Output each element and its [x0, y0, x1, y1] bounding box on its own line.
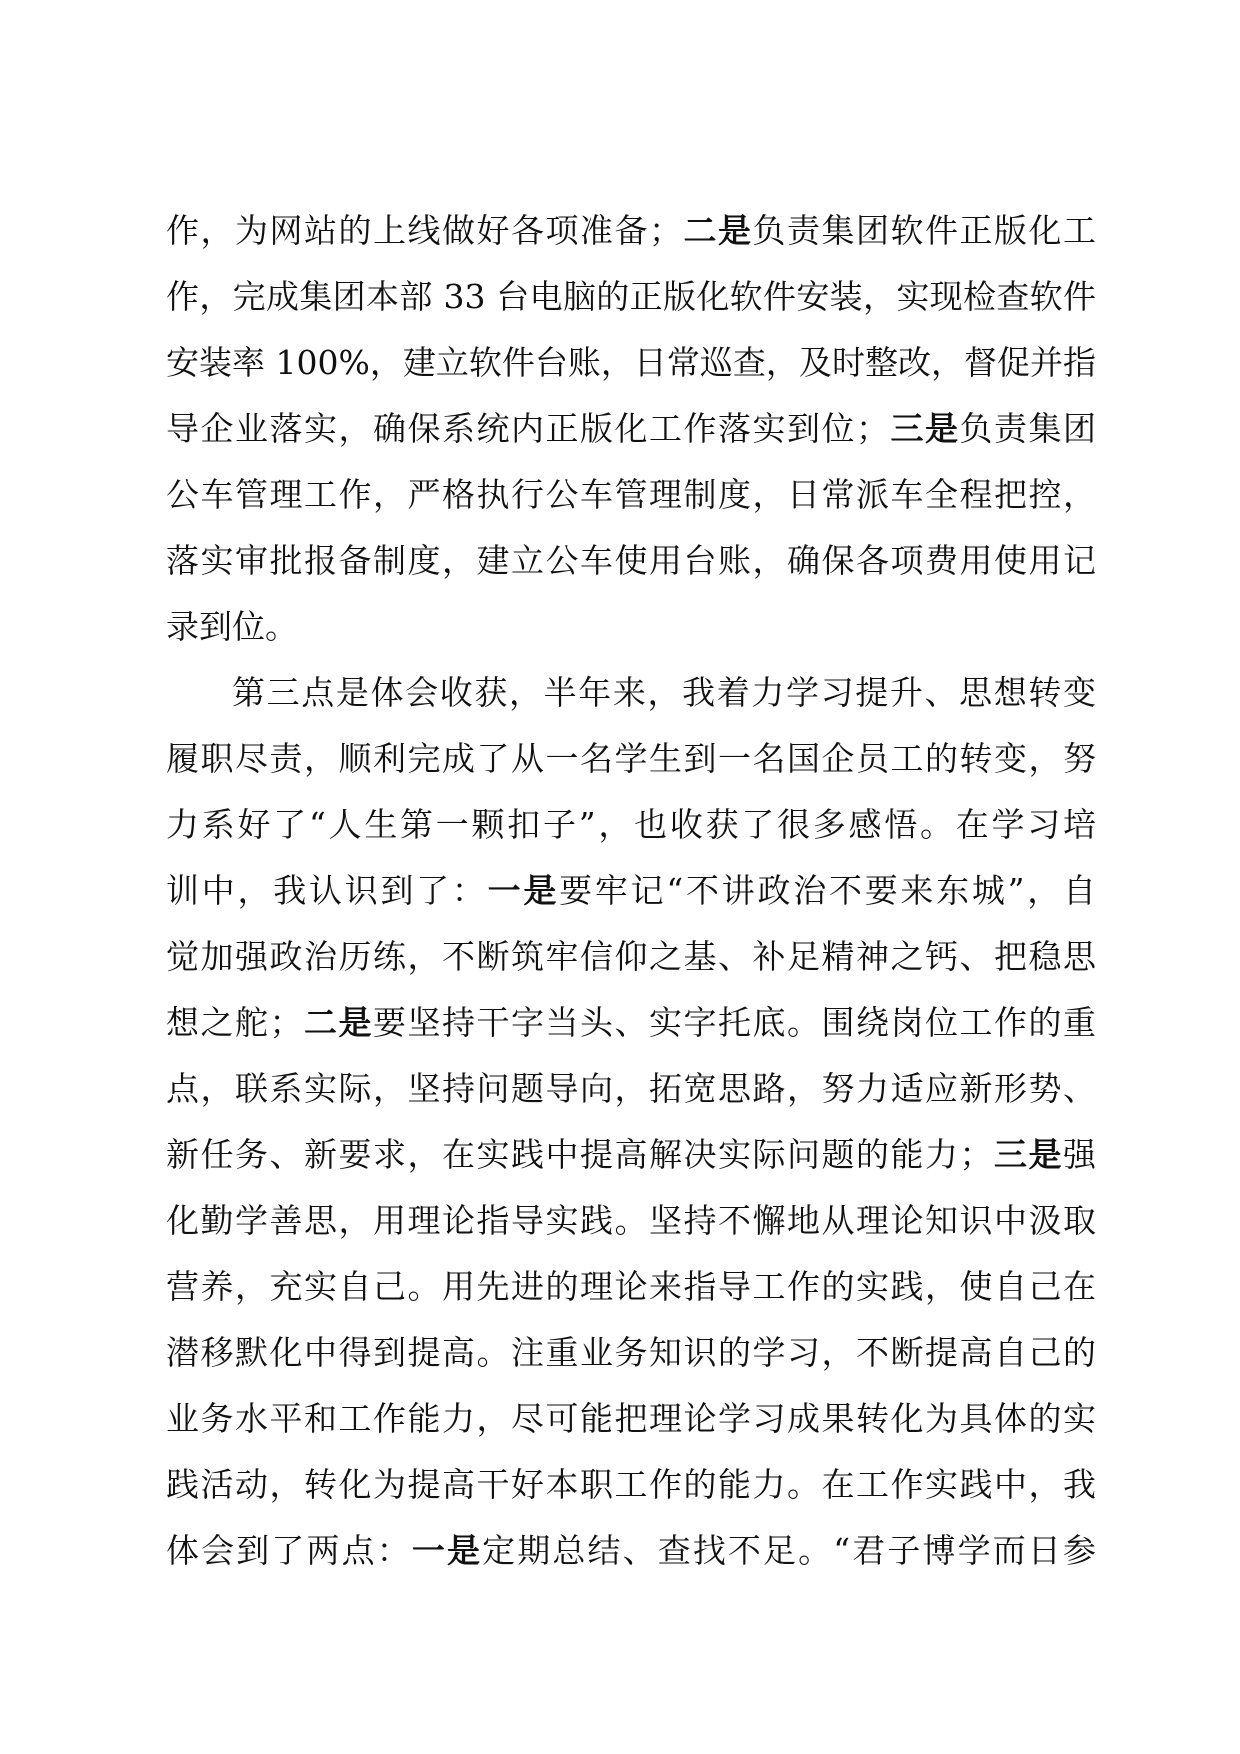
text-line: 落实审批报备制度，建立公车使用台账，确保各项费用使用记 [166, 541, 1096, 580]
text-line: 觉加强政治历练，不断筑牢信仰之基、补足精神之钙、把稳思 [166, 937, 1096, 976]
text-line: 履职尽责，顺利完成了从一名学生到一名国企员工的转变，努 [166, 739, 1096, 778]
text-line: 体会到了两点：一是定期总结、查找不足。“君子博学而日参 [166, 1531, 1097, 1570]
keyword-er-shi: 二是 [302, 1003, 373, 1042]
keyword-er-shi: 二是 [682, 211, 753, 250]
paragraph-1 [166, 198, 1096, 660]
text-line: 导企业落实，确保系统内正版化工作落实到位；三是负责集团 [166, 409, 1096, 448]
text-line: 第三点是体会收获，半年来，我着力学习提升、思想转变 [232, 673, 1096, 712]
text-line: 训中，我认识到了：一是要牢记“不讲政治不要来东城”，自 [166, 871, 1097, 910]
body-text [166, 198, 1096, 1584]
text-line: 公车管理工作，严格执行公车管理制度，日常派车全程把控， [166, 475, 1096, 514]
text-line: 力系好了“人生第一颗扣子”，也收获了很多感悟。在学习培 [166, 805, 1096, 844]
text-line: 营养，充实自己。用先进的理论来指导工作的实践，使自己在 [166, 1267, 1096, 1306]
text-line: 安装率 100%，建立软件台账，日常巡查，及时整改，督促并指 [166, 343, 1096, 382]
text-line: 作，为网站的上线做好各项准备；二是负责集团软件正版化工 [166, 211, 1096, 250]
keyword-san-shi: 三是 [992, 1135, 1063, 1174]
keyword-yi-shi: 一是 [411, 1531, 483, 1570]
text-line: 业务水平和工作能力，尽可能把理论学习成果转化为具体的实 [166, 1399, 1096, 1438]
text-line: 践活动，转化为提高干好本职工作的能力。在工作实践中，我 [166, 1465, 1096, 1504]
keyword-yi-shi: 一是 [487, 871, 560, 910]
keyword-san-shi: 三是 [889, 409, 960, 448]
text-line: 录到位。 [166, 607, 298, 646]
text-line: 点，联系实际，坚持问题导向，拓宽思路，努力适应新形势、 [166, 1069, 1096, 1108]
text-line: 潜移默化中得到提高。注重业务知识的学习，不断提高自己的 [166, 1333, 1096, 1372]
text-line: 想之舵；二是要坚持干字当头、实字托底。围绕岗位工作的重 [166, 1003, 1096, 1042]
paragraph-2 [166, 660, 1096, 1584]
text-line: 化勤学善思，用理论指导实践。坚持不懈地从理论知识中汲取 [166, 1201, 1096, 1240]
text-line: 新任务、新要求，在实践中提高解决实际问题的能力；三是强 [166, 1135, 1096, 1174]
text-line: 作，完成集团本部 33 台电脑的正版化软件安装，实现检查软件 [166, 277, 1096, 316]
